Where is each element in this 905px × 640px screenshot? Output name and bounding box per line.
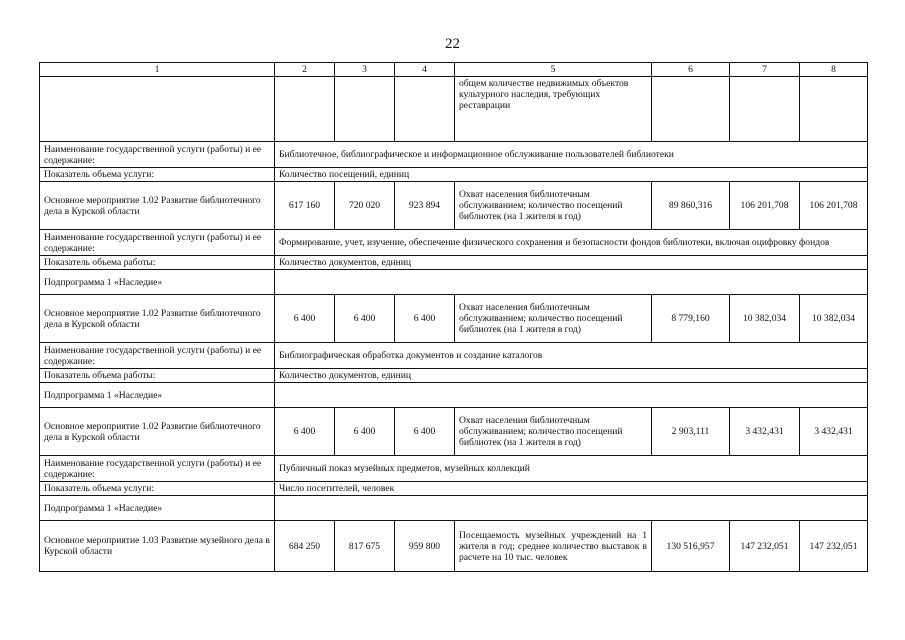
value-col4: 6 400 [395, 295, 455, 343]
column-number-row [40, 63, 868, 77]
indicator-label: Показатель объема услуги: [40, 482, 275, 496]
value-col8: 3 432,431 [800, 408, 868, 456]
value-col7: 147 232,051 [730, 521, 800, 572]
subprogram-name: Подпрограмма 1 «Наследие» [40, 496, 275, 521]
service-value: Публичный показ музейных предметов, музейных коллекций [275, 456, 868, 482]
service-value: Библиографическая обработка документов и создание каталогов [275, 343, 868, 369]
col-header-1: 1 [40, 63, 275, 77]
indicator-value: Количество документов, единиц [275, 369, 868, 383]
col-header-7: 7 [730, 63, 800, 77]
indicator-row [40, 168, 868, 182]
event-row [40, 295, 868, 343]
service-row [40, 142, 868, 168]
indicator-value: Количество документов, единиц [275, 256, 868, 270]
event-row [40, 408, 868, 456]
service-row [40, 343, 868, 369]
value-col8: 10 382,034 [800, 295, 868, 343]
subprogram-name: Подпрограмма 1 «Наследие» [40, 270, 275, 295]
indicator-description: Охват населения библиотечным обслуживанием; количество посещений библиотек (на 1 жителя в год) [455, 408, 652, 456]
indicator-label: Показатель объема работы: [40, 256, 275, 270]
service-row [40, 456, 868, 482]
subprogram-row [40, 383, 868, 408]
event-row [40, 521, 868, 572]
subprogram-name: Подпрограмма 1 «Наследие» [40, 383, 275, 408]
col-header-2: 2 [275, 63, 335, 77]
indicator-row [40, 256, 868, 270]
col-header-6: 6 [652, 63, 730, 77]
value-col4: 959 800 [395, 521, 455, 572]
event-name: Основное мероприятие 1.02 Развитие библиотечного дела в Курской области [40, 295, 275, 343]
value-col8: 106 201,708 [800, 182, 868, 230]
value-col7: 10 382,034 [730, 295, 800, 343]
indicator-row [40, 369, 868, 383]
continuation-row [40, 77, 868, 142]
indicator-value: Количество посещений, единиц [275, 168, 868, 182]
value-col8: 147 232,051 [800, 521, 868, 572]
service-label: Наименование государственной услуги (работы) и ее содержание: [40, 142, 275, 168]
subprogram-row [40, 270, 868, 295]
value-col6: 89 860,316 [652, 182, 730, 230]
indicator-description: Охват населения библиотечным обслуживанием; количество посещений библиотек (на 1 жителя в год) [455, 182, 652, 230]
budget-table [39, 62, 868, 572]
page-number: 22 [445, 36, 460, 52]
value-col6: 130 516,957 [652, 521, 730, 572]
event-name: Основное мероприятие 1.02 Развитие библиотечного дела в Курской области [40, 408, 275, 456]
col-header-5: 5 [455, 63, 652, 77]
event-name: Основное мероприятие 1.02 Развитие библиотечного дела в Курской области [40, 182, 275, 230]
value-col4: 6 400 [395, 408, 455, 456]
value-col6: 8 779,160 [652, 295, 730, 343]
value-col7: 106 201,708 [730, 182, 800, 230]
service-value: Формирование, учет, изучение, обеспечение физического сохранения и безопасности фондов библиотеки, включая оцифровку фондов [275, 230, 868, 256]
indicator-label: Показатель объема услуги: [40, 168, 275, 182]
subprogram-row [40, 496, 868, 521]
value-col3: 817 675 [335, 521, 395, 572]
value-col2: 617 160 [275, 182, 335, 230]
event-name: Основное мероприятие 1.03 Развитие музейного дела в Курской области [40, 521, 275, 572]
service-value: Библиотечное, библиографическое и информационное обслуживание пользователей библиотеки [275, 142, 868, 168]
col-header-4: 4 [395, 63, 455, 77]
value-col6: 2 903,111 [652, 408, 730, 456]
event-row [40, 182, 868, 230]
col-header-3: 3 [335, 63, 395, 77]
indicator-description: Охват населения библиотечным обслуживанием; количество посещений библиотек (на 1 жителя в год) [455, 295, 652, 343]
service-label: Наименование государственной услуги (работы) и ее содержание: [40, 230, 275, 256]
indicator-description: Посещаемость музейных учреждений на 1 жителя в год; среднее количество выставок в расчете на 10 тыс. человек [455, 521, 652, 572]
indicator-label: Показатель объема работы: [40, 369, 275, 383]
value-col3: 6 400 [335, 295, 395, 343]
value-col2: 6 400 [275, 408, 335, 456]
col-header-8: 8 [800, 63, 868, 77]
value-col3: 720 020 [335, 182, 395, 230]
indicator-value: Число посетителей, человек [275, 482, 868, 496]
continuation-text: общем количестве недвижимых объектов культурного наследия, требующих реставрации [455, 77, 652, 142]
indicator-row [40, 482, 868, 496]
value-col2: 6 400 [275, 295, 335, 343]
service-label: Наименование государственной услуги (работы) и ее содержание: [40, 343, 275, 369]
value-col3: 6 400 [335, 408, 395, 456]
value-col4: 923 894 [395, 182, 455, 230]
value-col7: 3 432,431 [730, 408, 800, 456]
service-row [40, 230, 868, 256]
service-label: Наименование государственной услуги (работы) и ее содержание: [40, 456, 275, 482]
value-col2: 684 250 [275, 521, 335, 572]
